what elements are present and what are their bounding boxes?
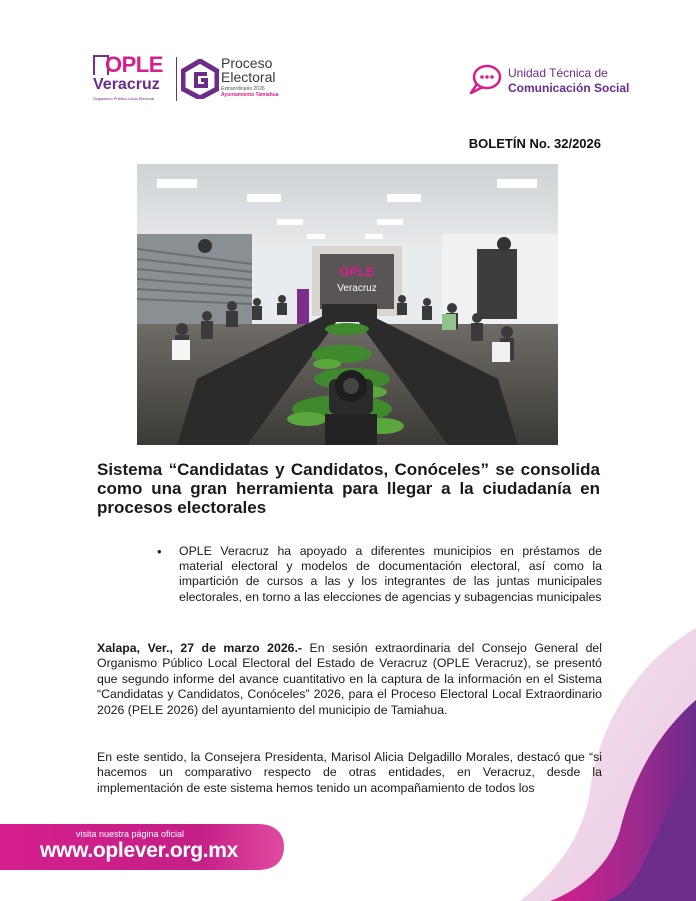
body-paragraph-2: En este sentido, la Consejera Presidenta, Marisol Alicia Delgadillo Morales, destacó que “si hacemos un comparativo respecto de otras entidades, en Veracruz, desde la implementación de este sistema hemos tenido un acompañamiento de todos los [97,750,602,795]
footer-website-link[interactable]: www.oplever.org.mx [40,839,239,862]
summary-bullets [157,544,602,605]
bulletin-number: BOLETÍN No. 32/2026 [468,136,601,151]
ople-brand-text: OPLE [105,52,163,77]
proceso-line3: Extraordinario 2026 [221,86,265,92]
banner-state-text: Veracruz [337,283,377,294]
ople-state-text: Veracruz [93,76,160,93]
banner-brand-text: OPLE [339,264,375,279]
logo-divider [176,57,177,101]
proceso-line2: Electoral [221,69,276,85]
bullet-item: • OPLE Veracruz ha apoyado a diferentes municipios en préstamos de material electoral y modelos de documentación electoral, así como la impartición de cursos a las y los integrantes de las juntas municipales electorales, en torno a las elecciones de agencias y subagencias municipales [157,544,602,605]
proceso-electoral-logo-text [221,56,281,98]
unit-title [508,66,629,96]
ople-veracruz-logo [93,52,173,104]
dateline: Xalapa, Ver., 27 de marzo 2026.- [97,641,303,655]
council-session-photo [137,164,558,445]
ople-subtitle: Organismo Público Local Electoral [93,96,155,101]
unit-title-line2: Comunicación Social [508,81,630,95]
footer-visit-text: visita nuestra página oficial [76,829,185,839]
speech-bubbles-icon [467,63,503,97]
paragraph1-text: En sesión extraordinaria del Consejo General del Organismo Público Local Electoral del Estado de Veracruz (OPLE Veracruz), se presentó que segundo informe del avance cuantitativo en la captura de la información en el Sistema “Candidatas y Candidatos, Conóceles” 2026, para el Proceso Electoral Local Extraordinario 2026 (PELE 2026) del ayuntamiento del municipio de Tamiahua. [97,641,603,717]
body-paragraph-1 [97,641,602,718]
unit-title-line1: Unidad Técnica de [508,66,608,80]
proceso-line1: Proceso [221,55,273,71]
proceso-electoral-icon [181,59,219,99]
proceso-line4: Ayuntamiento Tamiahua [221,92,279,98]
headline: Sistema “Candidatas y Candidatos, Conóceles” se consolida como una gran herramienta para llegar a la ciudadanía en procesos electorales [97,460,600,517]
